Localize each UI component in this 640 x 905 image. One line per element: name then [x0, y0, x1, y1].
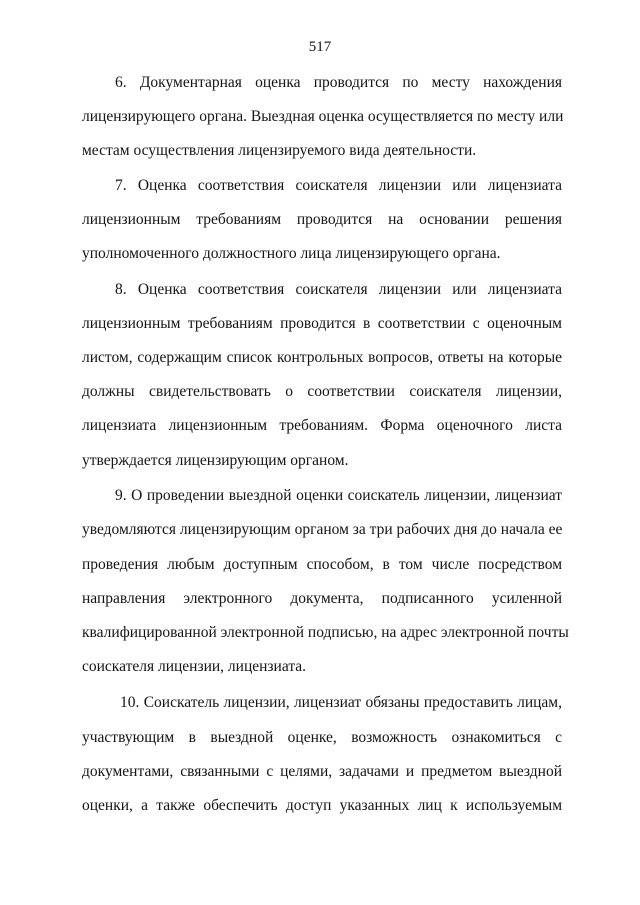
paragraph-10-line-2: участвующим в выездной оценке, возможность ознакомиться с — [82, 729, 562, 746]
paragraph-7-line-1: 7. Оценка соответствия соискателя лицензии или лицензиата — [115, 177, 562, 194]
paragraph-10-line-3: документами, связанными с целями, задачами и предметом выездной — [82, 763, 562, 780]
paragraph-10-line-4: оценки, а также обеспечить доступ указанных лиц к используемым — [82, 797, 562, 814]
paragraph-10-line-1: 10. Соискатель лицензии, лицензиат обязаны предоставить лицам, — [120, 694, 562, 711]
paragraph-9-line-6: соискателя лицензии, лицензиата. — [82, 658, 307, 675]
paragraph-8-line-6: утверждается лицензирующим органом. — [82, 452, 349, 469]
paragraph-9-line-2: уведомляются лицензирующим органом за три рабочих дня до начала ее — [82, 521, 563, 538]
paragraph-9-line-5: квалифицированной электронной подписью, на адрес электронной почты — [82, 624, 569, 641]
paragraph-6-line-1: 6. Документарная оценка проводится по месту нахождения — [115, 74, 562, 91]
paragraph-8-line-5: лицензиата лицензионным требованиям. Форма оценочного листа — [82, 417, 562, 434]
paragraph-7-line-3: уполномоченного должностного лица лицензирующего органа. — [82, 245, 501, 262]
paragraph-7-line-2: лицензионным требованиям проводится на основании решения — [82, 211, 562, 228]
paragraph-9-line-4: направления электронного документа, подписанного усиленной — [82, 590, 562, 607]
paragraph-8-line-3: листом, содержащим список контрольных вопросов, ответы на которые — [82, 349, 562, 366]
page-number: 517 — [308, 39, 332, 55]
paragraph-8-line-4: должны свидетельствовать о соответствии соискателя лицензии, — [82, 383, 562, 400]
paragraph-8-line-1: 8. Оценка соответствия соискателя лицензии или лицензиата — [115, 281, 562, 298]
paragraph-9-line-3: проведения любым доступным способом, в том числе посредством — [82, 556, 562, 573]
paragraph-9-line-1: 9. О проведении выездной оценки соискатель лицензии, лицензиат — [115, 487, 562, 504]
paragraph-8-line-2: лицензионным требованиям проводится в соответствии с оценочным — [82, 315, 562, 332]
paragraph-6-line-3: местам осуществления лицензируемого вида деятельности. — [82, 142, 477, 159]
paragraph-6-line-2: лицензирующего органа. Выездная оценка осуществляется по месту или — [82, 108, 564, 125]
